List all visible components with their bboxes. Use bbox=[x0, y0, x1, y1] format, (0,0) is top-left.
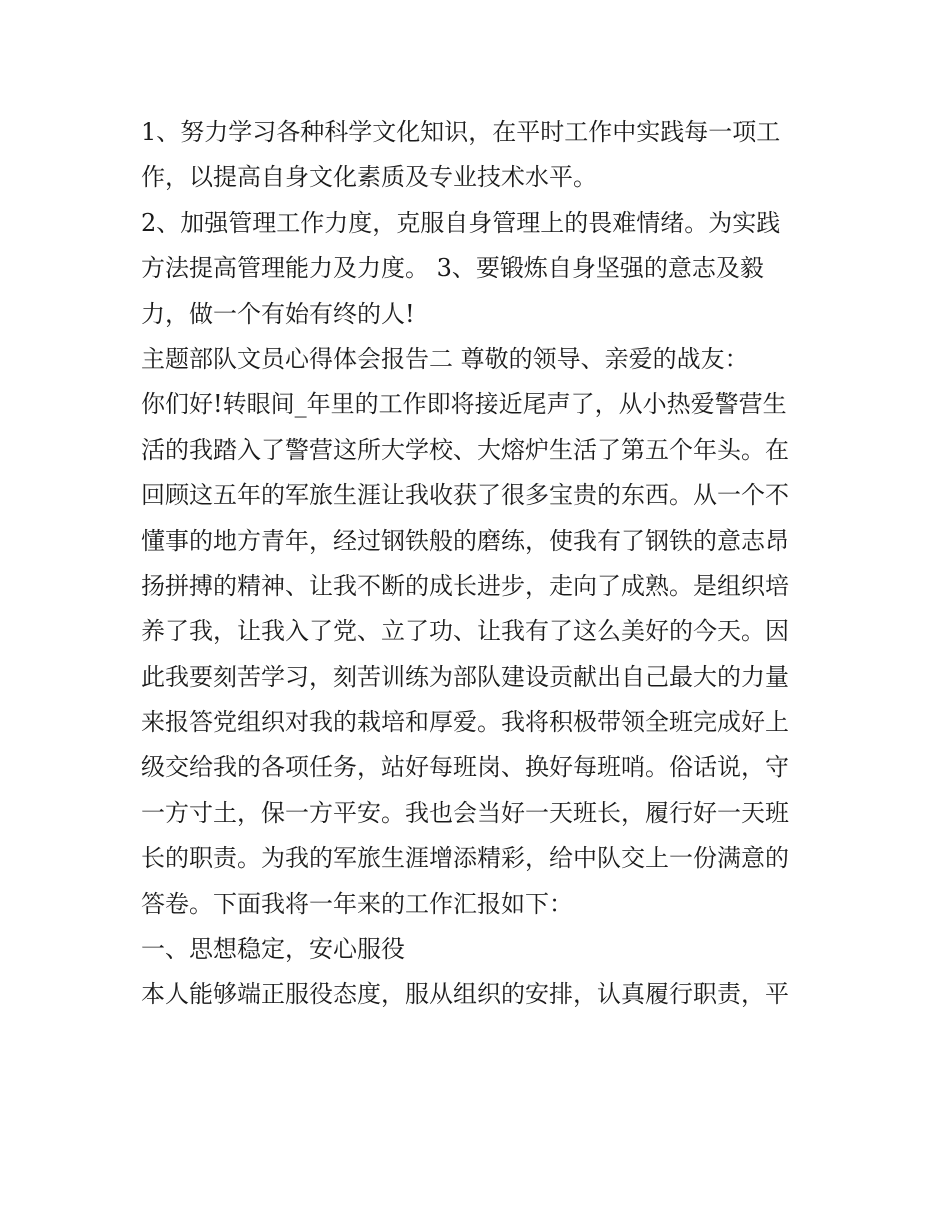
document-body bbox=[141, 110, 821, 1018]
text-line: 长的职责。为我的军旅生涯增添精彩，给中队交上一份满意的 bbox=[141, 844, 789, 873]
text-line: 来报答党组织对我的栽培和厚爱。我将积极带领全班完成好上 bbox=[141, 708, 789, 737]
text-line: 1、努力学习各种科学文化知识，在平时工作中实践每一项工 bbox=[141, 118, 781, 146]
text-line: 回顾这五年的军旅生涯让我收获了很多宝贵的东西。从一个不 bbox=[141, 481, 789, 510]
text-line: 扬拼搏的精神、让我不断的成长进步，走向了成熟。是组织培 bbox=[141, 571, 789, 600]
text-line: 级交给我的各项任务，站好每班岗、换好每班哨。俗话说，守 bbox=[141, 753, 789, 782]
text-line: 你们好!转眼间_年里的工作即将接近尾声了，从小热爱警营生 bbox=[141, 390, 787, 419]
text-line: 此我要刻苦学习，刻苦训练为部队建设贡献出自己最大的力量 bbox=[141, 662, 789, 691]
text-line: 方法提高管理能力及力度。 3、要锻炼自身坚强的意志及毅 bbox=[141, 254, 764, 283]
text-line: 作，以提高自身文化素质及专业技术水平。 bbox=[141, 163, 597, 192]
text-line: 答卷。下面我将一年来的工作汇报如下： bbox=[141, 889, 573, 918]
text-line: 力，做一个有始有终的人! bbox=[141, 299, 415, 328]
text-line: 活的我踏入了警营这所大学校、大熔炉生活了第五个年头。在 bbox=[141, 435, 789, 464]
text-line: 懂事的地方青年，经过钢铁般的磨练，使我有了钢铁的意志昂 bbox=[141, 526, 789, 555]
subsection-heading: 一、思想稳定，安心服役 bbox=[141, 935, 405, 964]
text-line: 一方寸土，保一方平安。我也会当好一天班长，履行好一天班 bbox=[141, 798, 789, 827]
text-line: 养了我，让我入了党、立了功、让我有了这么美好的今天。因 bbox=[141, 617, 789, 646]
text-line: 2、加强管理工作力度，克服自身管理上的畏难情绪。为实践 bbox=[141, 208, 781, 237]
text-line: 本人能够端正服役态度，服从组织的安排，认真履行职责，平 bbox=[141, 980, 789, 1009]
section-heading: 主题部队文员心得体会报告二 尊敬的领导、亲爱的战友： bbox=[141, 344, 749, 373]
